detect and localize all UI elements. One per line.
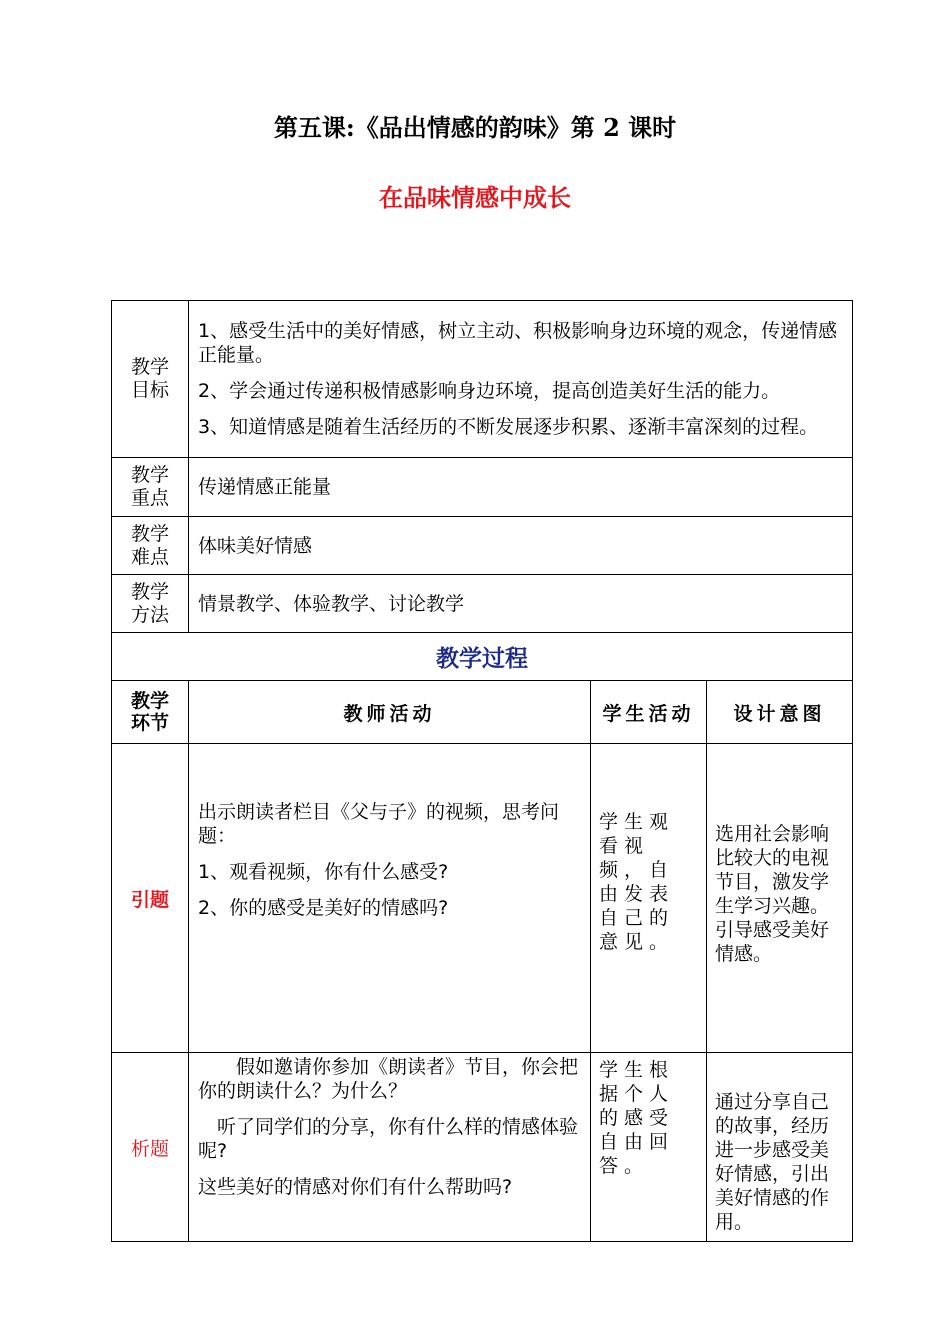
header-student: 学生活动 [591,681,707,744]
objective-item: 1、感受生活中的美好情感，树立主动、积极影响身边环境的观念，传递情感正能量。 [198,320,838,366]
key-point-label: 教学重点 [112,458,189,517]
page-title: 第五课:《品出情感的韵味》第 2 课时 [273,113,677,142]
objectives-row [112,301,853,458]
key-point-row [112,458,853,517]
lesson-plan-table [111,300,853,1242]
header-stage: 教学环节 [112,681,189,744]
design-intent: 选用社会影响比较大的电视节目，激发学生学习兴趣。引导感受美好情感。 [707,744,853,1053]
design-intent: 通过分享自己的故事，经历进一步感受美好情感，引出美好情感的作用。 [707,1053,853,1242]
key-point-value: 传递情感正能量 [189,458,853,517]
header-intent: 设计意图 [707,681,853,744]
difficulty-label: 教学难点 [112,517,189,575]
process-title: 教学过程 [112,633,853,681]
stage-analysis: 析题 [112,1053,189,1242]
stage-intro: 引题 [112,744,189,1053]
method-row [112,575,853,633]
process-title-row [112,633,853,681]
table-row [112,1053,853,1242]
student-activity: 学生根据个人的感受自由回答。 [591,1053,707,1242]
objectives-label: 教学目标 [112,301,189,458]
objectives-content [189,301,853,458]
student-activity: 学生观看视频，自由发表自己的意见。 [591,744,707,1053]
table-row [112,744,853,1053]
page-subtitle: 在品味情感中成长 [379,184,571,212]
teacher-activity: 出示朗读者栏目《父与子》的视频，思考问题： 1、观看视频，你有什么感受? 2、你的感受是美好的情感吗? [189,744,591,1053]
difficulty-row [112,517,853,575]
method-value: 情景教学、体验教学、讨论教学 [189,575,853,633]
objective-item: 3、知道情感是随着生活经历的不断发展逐步积累、逐渐丰富深刻的过程。 [198,416,819,438]
difficulty-value: 体味美好情感 [189,517,853,575]
teacher-activity: 假如邀请你参加《朗读者》节目，你会把你的朗读什么？为什么？ 听了同学们的分享，你有什么样的情感体验呢? 这些美好的情感对你们有什么帮助吗? [189,1053,591,1242]
header-row [112,681,853,744]
header-teacher: 教师活动 [189,681,591,744]
method-label: 教学方法 [112,575,189,633]
objective-item: 2、学会通过传递积极情感影响身边环境，提高创造美好生活的能力。 [198,380,781,402]
